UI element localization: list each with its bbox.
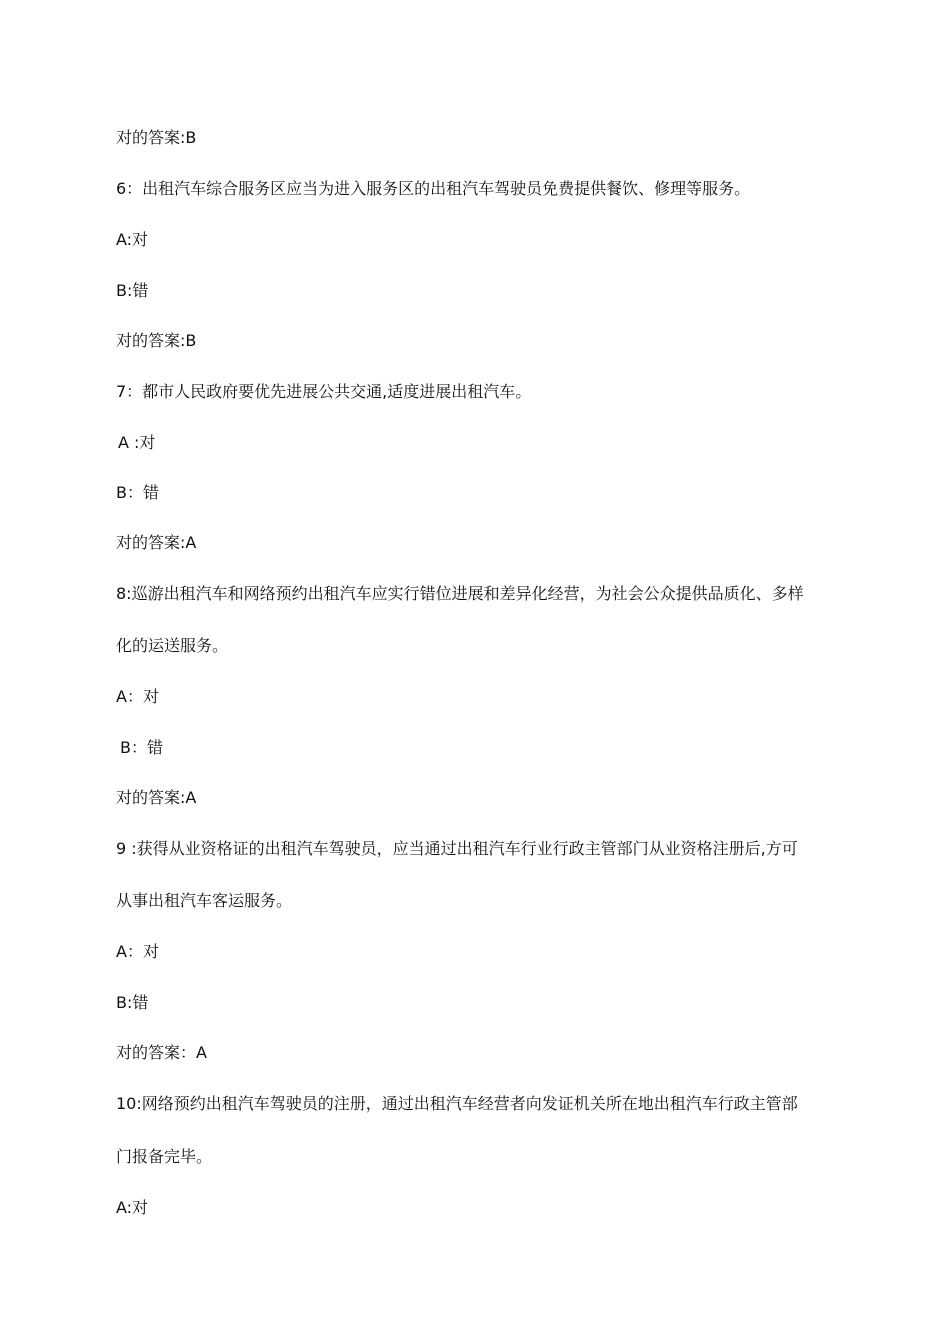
question-7-text: 7：都市人民政府要优先进展公共交通,适度进展出租汽车。 — [116, 382, 532, 401]
option-b: B：错 — [116, 483, 159, 502]
option-b: B:错 — [116, 281, 149, 300]
question-9-text-cont: 从事出租汽车客运服务。 — [116, 891, 293, 910]
question-6-text: 6：出租汽车综合服务区应当为进入服务区的出租汽车驾驶员免费提供餐饮、修理等服务。 — [116, 179, 751, 198]
option-b: B:错 — [116, 993, 149, 1012]
answer-line: 对的答案:A — [116, 788, 197, 807]
question-10-text: 10:网络预约出租汽车驾驶员的注册，通过出租汽车经营者向发证机关所在地出租汽车行政主管部 — [116, 1094, 798, 1113]
answer-line: 对的答案:A — [116, 533, 197, 552]
option-a: A :对 — [118, 433, 156, 452]
option-a: A:对 — [116, 230, 149, 249]
option-a: A：对 — [116, 942, 159, 961]
question-8-text: 8:巡游出租汽车和网络预约出租汽车应实行错位进展和差异化经营，为社会公众提供品质化、多样 — [116, 584, 804, 603]
question-8-text-cont: 化的运送服务。 — [116, 636, 229, 655]
question-9-text: 9 :获得从业资格证的出租汽车驾驶员，应当通过出租汽车行业行政主管部门从业资格注册后,方可 — [116, 839, 798, 858]
answer-line: 对的答案：A — [116, 1043, 207, 1062]
question-10-text-cont: 门报备完毕。 — [116, 1147, 213, 1166]
answer-line: 对的答案:B — [116, 331, 197, 350]
option-a: A：对 — [116, 687, 159, 706]
option-b: B：错 — [120, 738, 163, 757]
option-a: A:对 — [116, 1198, 149, 1217]
answer-line: 对的答案:B — [116, 128, 197, 147]
